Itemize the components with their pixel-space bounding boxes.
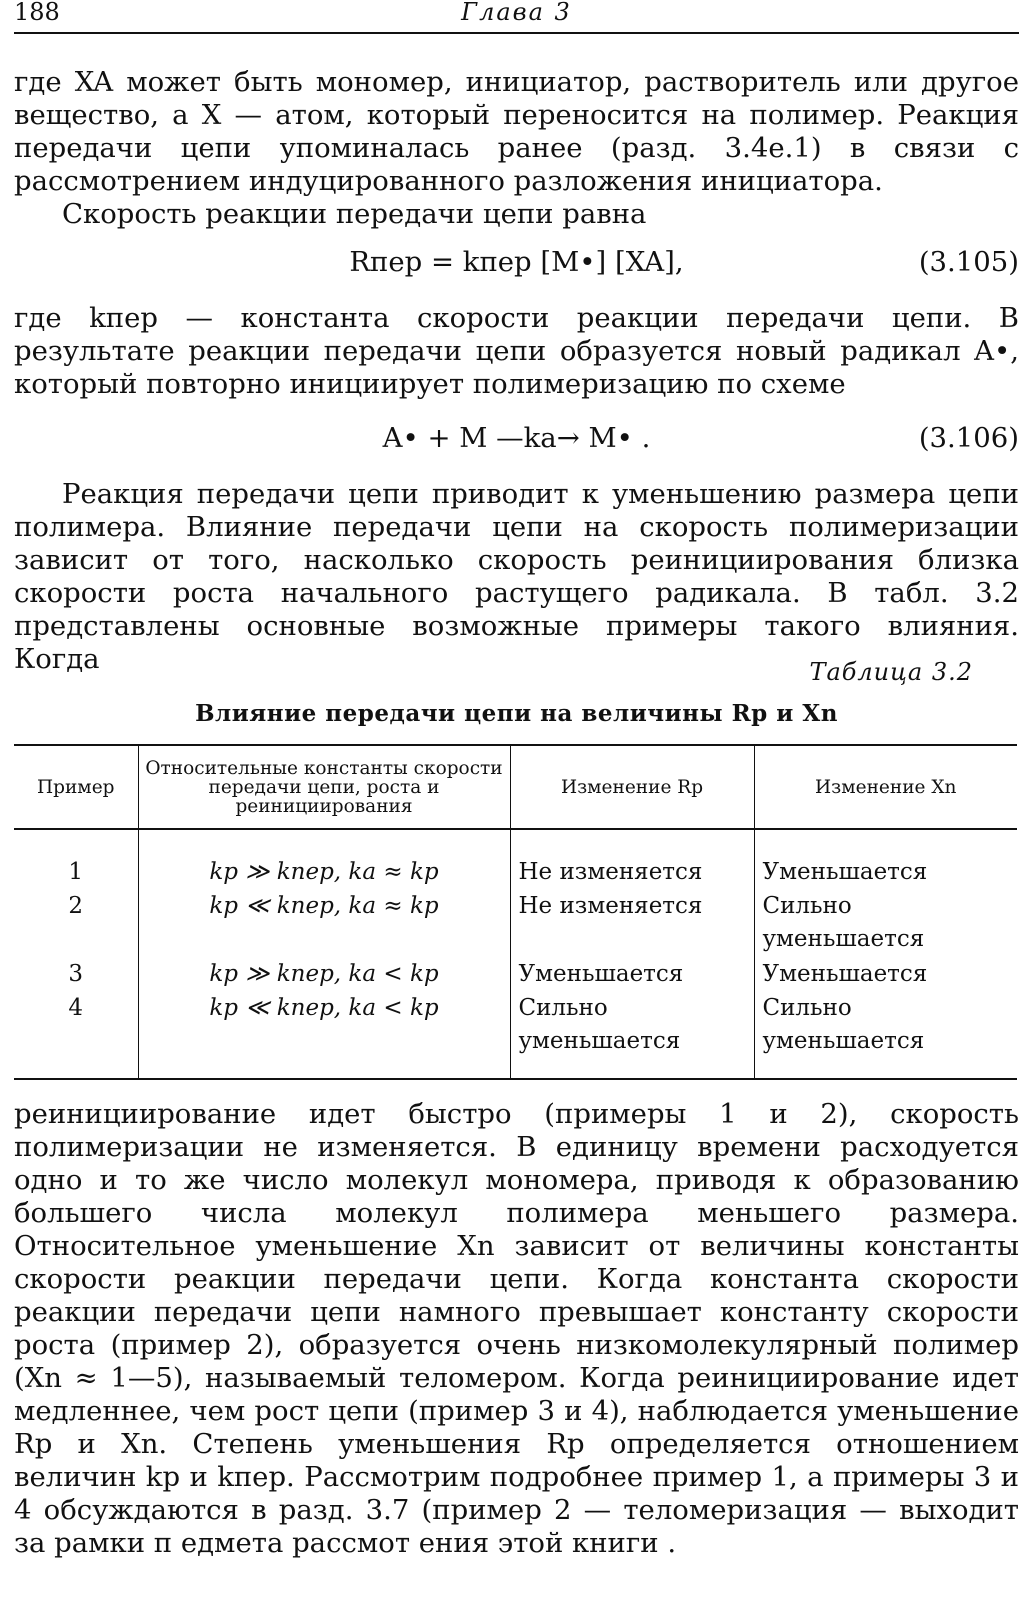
cell-example: 1 — [68, 859, 84, 885]
cell-xn-change: Уменьшается — [754, 829, 1017, 890]
equation-number: (3.105) — [918, 246, 1019, 278]
table-row — [14, 958, 1017, 992]
equation-3-106 — [14, 422, 1019, 458]
table-header-row — [14, 745, 1017, 829]
paragraph-2: Скорость реакции передачи цепи равна — [62, 198, 647, 230]
equation-formula: Rпер = kпер [M•] [XA], — [349, 246, 684, 278]
page-header — [14, 0, 1019, 34]
page-number: 188 — [14, 0, 60, 26]
header-constants: Относительные константы скорости передачи цепи, роста и реинициирования — [138, 745, 510, 829]
paragraph-3: где kпер — константа скорости реакции передачи цепи. В результате реакции передачи цепи образуется новый радикал A•, который повторно инициирует полимеризацию по схеме — [14, 302, 1019, 400]
cell-example: 3 — [68, 961, 84, 988]
body-text-middle — [14, 302, 1019, 401]
cell-xn-change: Сильно уменьшается — [754, 992, 1017, 1079]
cell-rp-change: Не изменяется — [510, 829, 754, 890]
paragraph-5: реинициирование идет быстро (примеры 1 и 2), скорость полимеризации не изменяется. В единицу времени расходуется одно и то же число молекул мономера, приводя к образованию большего числа молекул полимера меньшего размера. Относительное уменьшение Xn зависит от величины константы скорости реакции передачи цепи. Когда константа скорости реакции передачи цепи намного превышает константу скорости роста (пример 2), образуется очень низкомолекулярный полимер (Xn ≈ 1—5), называемый теломером. Когда реинициирование идет медленнее, чем рост цепи (пример 3 и 4), наблюдается уменьшение Rр и Xn. Степень уменьшения Rр определяется отношением величин kр и kпер. Рассмотрим подробнее пример 1, а примеры 3 и 4 обсуждаются в разд. 3.7 (пример 2 — теломеризация — выходит за рамки п едмета рассмот ения этой книги . — [14, 1098, 1019, 1559]
body-text-lower — [14, 478, 1019, 676]
paragraph-1: где XA может быть мономер, инициатор, растворитель или другое вещество, а X — атом, который переносится на полимер. Реакция передачи цепи упоминалась ранее (разд. 3.4е.1) в связи с рассмотрением индуцированного разложения инициатора. — [14, 66, 1019, 197]
equation-3-105 — [14, 246, 1019, 282]
header-rp-change: Изменение Rр — [510, 745, 754, 829]
equation-number: (3.106) — [918, 422, 1019, 454]
cell-constants: kр ≪ kпер, ka < kр — [138, 992, 510, 1079]
cell-constants: kр ≪ kпер, ka ≈ kр — [138, 890, 510, 958]
table-3-2 — [14, 744, 1017, 1080]
cell-rp-change: Уменьшается — [510, 958, 754, 992]
table-title: Влияние передачи цепи на величины Rр и Xn — [195, 700, 838, 727]
table-row — [14, 890, 1017, 958]
paragraph-4: Реакция передачи цепи приводит к уменьшению размера цепи полимера. Влияние передачи цепи на скорость полимеризации зависит от того, насколько скорость реинициирования близка скорости роста начального растущего радикала. В табл. 3.2 представлены основные возможные примеры такого влияния. Когда — [14, 478, 1019, 675]
chapter-title: Глава 3 — [461, 0, 572, 26]
cell-xn-change: Уменьшается — [754, 958, 1017, 992]
body-text-top — [14, 66, 1019, 231]
table-row — [14, 829, 1017, 890]
header-example: Пример — [14, 745, 138, 829]
cell-rp-change: Не изменяется — [510, 890, 754, 958]
table-row — [14, 992, 1017, 1079]
equation-formula: A• + M —ka→ M• . — [382, 422, 651, 454]
cell-constants: kр ≫ kпер, ka < kр — [138, 958, 510, 992]
table-caption: Таблица 3.2 — [809, 658, 973, 686]
header-xn-change: Изменение Xn — [754, 745, 1017, 829]
cell-constants: kр ≫ kпер, ka ≈ kр — [138, 829, 510, 890]
cell-example: 2 — [68, 893, 84, 920]
cell-example: 4 — [14, 992, 138, 1079]
body-text-bottom — [14, 1098, 1019, 1560]
cell-rp-change: Сильно уменьшается — [510, 992, 754, 1079]
cell-xn-change: Сильно уменьшается — [754, 890, 1017, 958]
